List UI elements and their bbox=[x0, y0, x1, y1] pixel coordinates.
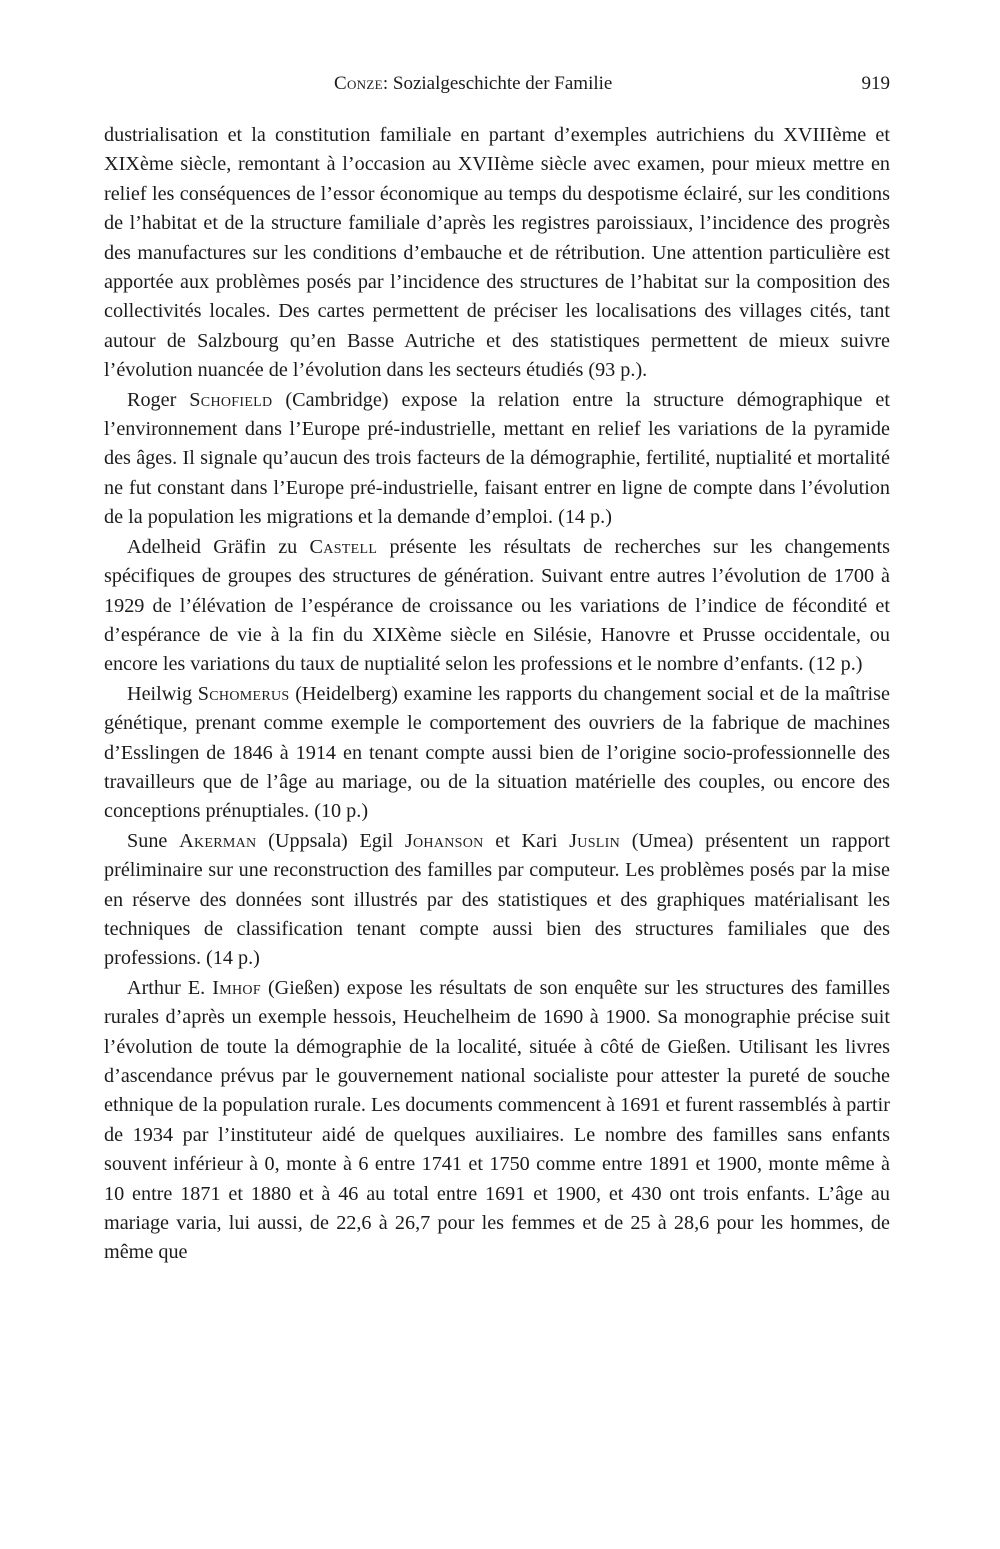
author-name: Schomerus bbox=[197, 682, 290, 705]
paragraph-castell bbox=[104, 533, 890, 680]
author-name: Schofield bbox=[189, 388, 273, 411]
paragraph-schofield bbox=[104, 386, 890, 533]
paragraph-text: (Gießen) expose les résultats de son enquête sur les structures des familles rurales d’après un exemple hessois, Heuchelheim de 1690 à 1900. Sa monographie précise suit l’évolution de toute la démographie de la localité, située à côté de Gießen. Utilisant les livres d’ascendance prévus par le gouvernement national socialiste pour attester la pureté de souche ethnique de la population rurale. Les documents commencent à 1691 et furent rassemblés à partir de 1934 par l’instituteur aidé de quelques auxiliaires. Le nombre des familles sans enfants souvent inférieur à 0, monte à 6 entre 1741 et 1750 comme entre 1891 et 1900, monte même à 10 entre 1871 et 1880 et à 46 au total entre 1691 et 1900, et 430 ont trois enfants. L’âge au mariage varia, lui aussi, de 22,6 à 26,7 pour les femmes et de 25 à 28,6 pour les hommes, de même que bbox=[104, 976, 890, 1264]
paragraph-text: (Cambridge) expose la relation entre la structure démographique et l’environnement dans l’Europe pré-industrielle, mettant en relief les variations de la pyramide des âges. Il signale qu’aucun des trois facteurs de la démographie, fertilité, nuptialité et mortalité ne fut constant dans l’Europe pré-industrielle, faisant entrer en ligne de compte dans l’évolution de la population les migrations et la demande d’emploi. (14 p.) bbox=[104, 388, 890, 529]
author-name: Castell bbox=[309, 535, 378, 558]
paragraph-text: (Uppsala) Egil bbox=[256, 829, 405, 852]
paragraph-text: Arthur E. bbox=[127, 976, 213, 999]
author-name: Akerman bbox=[179, 829, 257, 852]
paragraph-text: Roger bbox=[127, 388, 190, 411]
paragraph-imhof bbox=[104, 974, 890, 1268]
paragraph-schomerus bbox=[104, 680, 890, 827]
paragraph-akerman bbox=[104, 827, 890, 974]
page-number: 919 bbox=[861, 73, 890, 94]
author-name: Johanson bbox=[404, 829, 484, 852]
author-name: Juslin bbox=[569, 829, 621, 852]
running-title-rest: : Sozialgeschichte der Familie bbox=[382, 73, 613, 94]
paragraph-text: et Kari bbox=[483, 829, 570, 852]
body-text bbox=[104, 121, 890, 1268]
paragraph-1 bbox=[104, 121, 890, 386]
paragraph-text: dustrialisation et la constitution familiale en partant d’exemples autrichiens du XVIIIème et XIXème siècle, remontant à l’occasion au XVIIème siècle avec examen, pour mieux mettre en relief les conséquences de l’essor économique au temps du despotisme éclairé, sur les conditions de l’habitat et de la structure familiale d’après les registres paroissiaux, l’incidence des progrès des manufactures sur les conditions d’embauche et de rétribution. Une attention particulière est apportée aux problèmes posés par l’incidence des structures de l’habitat sur la composition des collectivités locales. Des cartes permettent de préciser les localisations des villages cités, tant autour de Salzbourg qu’en Basse Autriche et des statistiques permettent de mieux suivre l’évolution nuancée de l’évolution dans les secteurs étudiés (93 p.). bbox=[104, 124, 890, 382]
paragraph-text: (Umea) présentent un rapport préliminaire sur une reconstruction des familles par computeur. Les problèmes posés par la mise en réserve des données sont illustrés par des statistiques et des graphiques matérialisant les techniques de classification tenant compte aussi bien des structures familiales que des professions. (14 p.) bbox=[104, 829, 890, 970]
running-title bbox=[334, 72, 612, 96]
paragraph-text: Heilwig bbox=[127, 682, 198, 705]
paragraph-text: Adelheid Gräfin zu bbox=[127, 535, 310, 558]
running-title-author: Conze bbox=[334, 73, 383, 94]
paragraph-text: (Heidelberg) examine les rapports du changement social et de la maîtrise génétique, prenant comme exemple le comportement des ouvriers de la fabrique de machines d’Esslingen de 1846 à 1914 en tenant compte aussi bien de l’origine socio-professionnelle des travailleurs que de l’âge au mariage, ou de la situation matérielle des couples, ou encore des conceptions prénuptiales. (10 p.) bbox=[104, 682, 890, 823]
paragraph-text: Sune bbox=[127, 829, 180, 852]
author-name: Imhof bbox=[212, 976, 261, 999]
paragraph-text: présente les résultats de recherches sur les changements spécifiques de groupes des structures de génération. Suivant entre autres l’évolution de 1700 à 1929 de l’élévation de l’espérance de croissance ou les variations de l’indice de fécondité et d’espérance de vie à la fin du XIXème siècle en Silésie, Hanovre et Prusse occidentale, ou encore les variations du taux de nuptialité selon les professions et le nombre d’enfants. (12 p.) bbox=[104, 535, 891, 676]
